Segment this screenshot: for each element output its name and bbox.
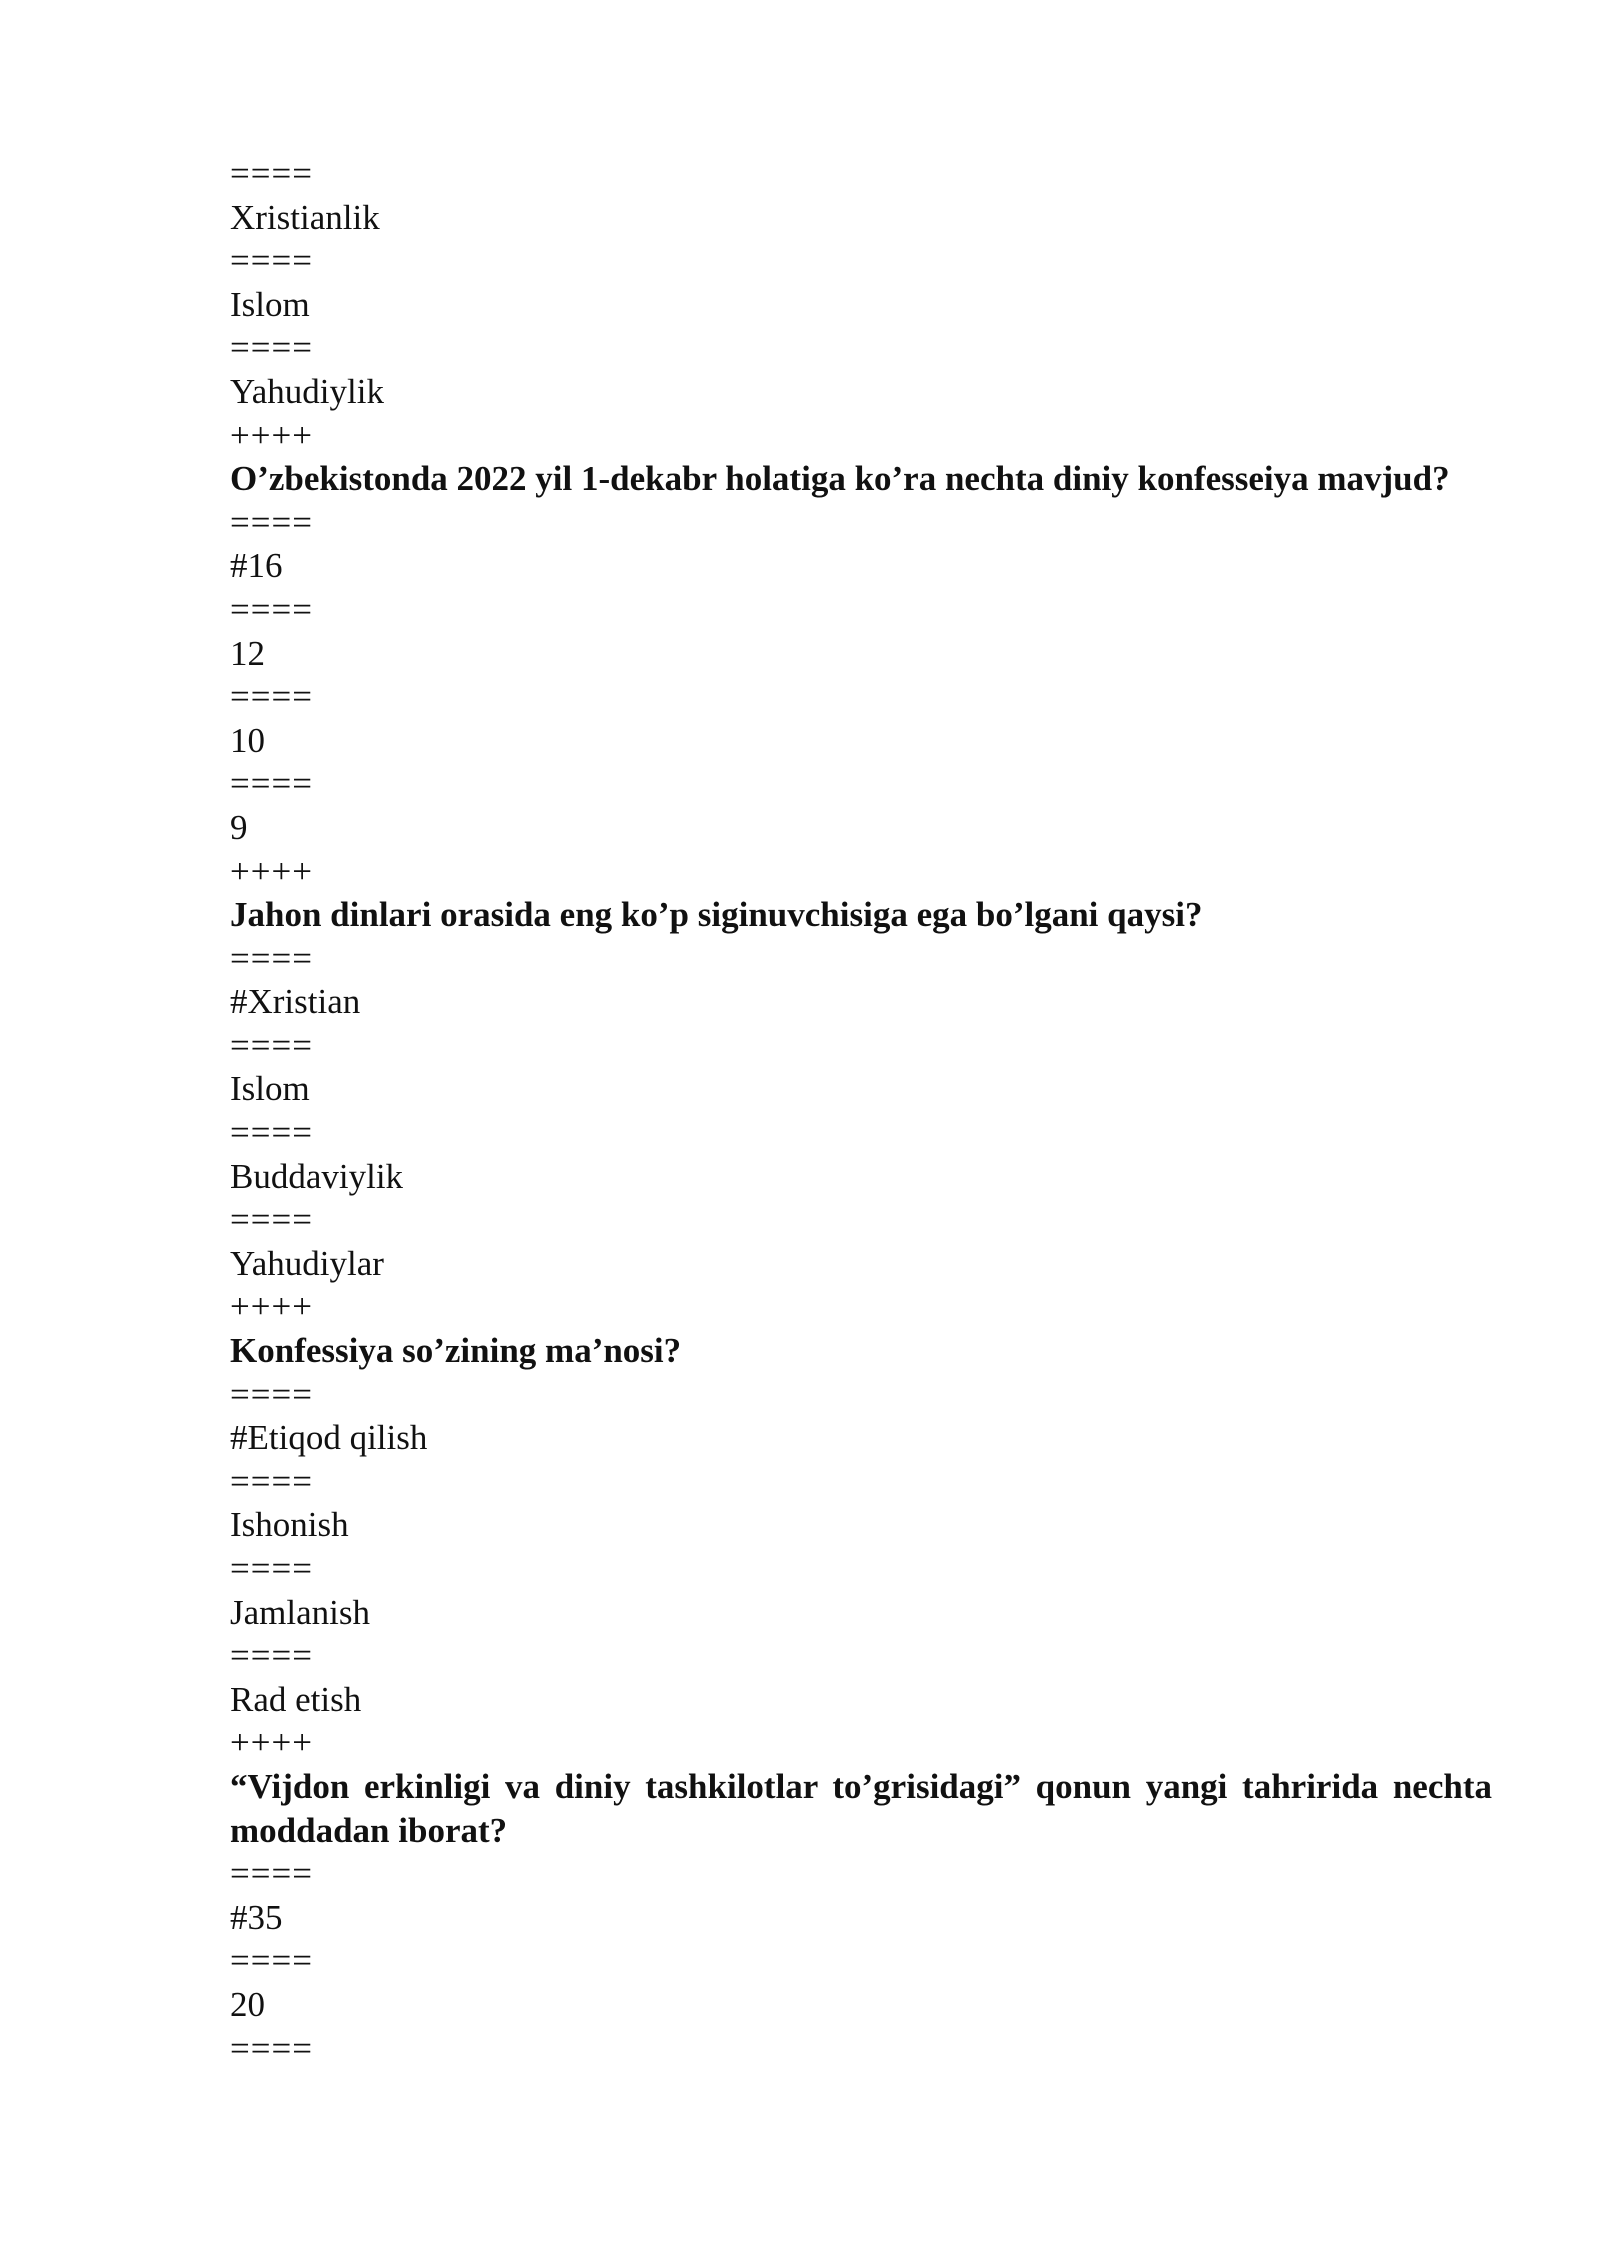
separator: ==== bbox=[230, 1025, 313, 1065]
answer-option-correct: #16 bbox=[230, 546, 283, 586]
separator: ==== bbox=[230, 1636, 313, 1676]
answer-option: Ishonish bbox=[230, 1505, 349, 1545]
separator: ==== bbox=[230, 1549, 313, 1588]
answer-option: 9 bbox=[230, 807, 248, 847]
separator: ==== bbox=[230, 1113, 313, 1153]
answer-option: 20 bbox=[230, 1984, 265, 2024]
question-text: O’zbekistonda 2022 yil 1-dekabr holatiga ko’ra nechta diniy konfesseiya mavjud? bbox=[230, 459, 1450, 499]
separator: ==== bbox=[230, 1200, 313, 1240]
separator: ==== bbox=[230, 328, 313, 368]
answer-option: Jamlanish bbox=[230, 1592, 370, 1632]
question-separator: ++++ bbox=[230, 1287, 313, 1327]
separator: ==== bbox=[230, 677, 313, 717]
separator: ==== bbox=[230, 1461, 313, 1501]
answer-option: Yahudiylik bbox=[230, 371, 384, 411]
answer-option-correct: #35 bbox=[230, 1897, 283, 1937]
question-text: Konfessiya so’zining ma’nosi? bbox=[230, 1331, 682, 1371]
separator: ==== bbox=[230, 1854, 313, 1894]
separator: ==== bbox=[230, 154, 313, 193]
separator: ==== bbox=[230, 241, 313, 281]
answer-option: Rad etish bbox=[230, 1679, 362, 1719]
question-separator: ++++ bbox=[230, 851, 313, 891]
answer-option: Xristianlik bbox=[230, 197, 380, 237]
answer-option: Islom bbox=[230, 1069, 310, 1109]
question-separator: ++++ bbox=[230, 415, 313, 455]
question-text: “Vijdon erkinligi va diniy tashkilotlar to’grisidagi” qonun yangi tahririda nechta moddadan iborat? bbox=[230, 1766, 1492, 1850]
separator: ==== bbox=[230, 502, 313, 542]
answer-option: 12 bbox=[230, 633, 265, 673]
separator: ==== bbox=[230, 589, 313, 629]
answer-option: Buddaviylik bbox=[230, 1156, 404, 1196]
answer-option-correct: #Xristian bbox=[230, 982, 361, 1022]
question-separator: ++++ bbox=[230, 1723, 313, 1763]
separator: ==== bbox=[230, 1374, 313, 1414]
question-text: Jahon dinlari orasida eng ko’p siginuvchisiga ega bo’lgani qaysi? bbox=[230, 895, 1203, 935]
answer-option: Yahudiylar bbox=[230, 1243, 384, 1283]
separator: ==== bbox=[230, 764, 313, 804]
answer-option-correct: #Etiqod qilish bbox=[230, 1418, 428, 1458]
document-page bbox=[230, 152, 1492, 2070]
answer-option: Islom bbox=[230, 284, 310, 324]
separator: ==== bbox=[230, 2028, 313, 2068]
separator: ==== bbox=[230, 938, 313, 978]
answer-option: 10 bbox=[230, 720, 265, 760]
separator: ==== bbox=[230, 1941, 313, 1981]
